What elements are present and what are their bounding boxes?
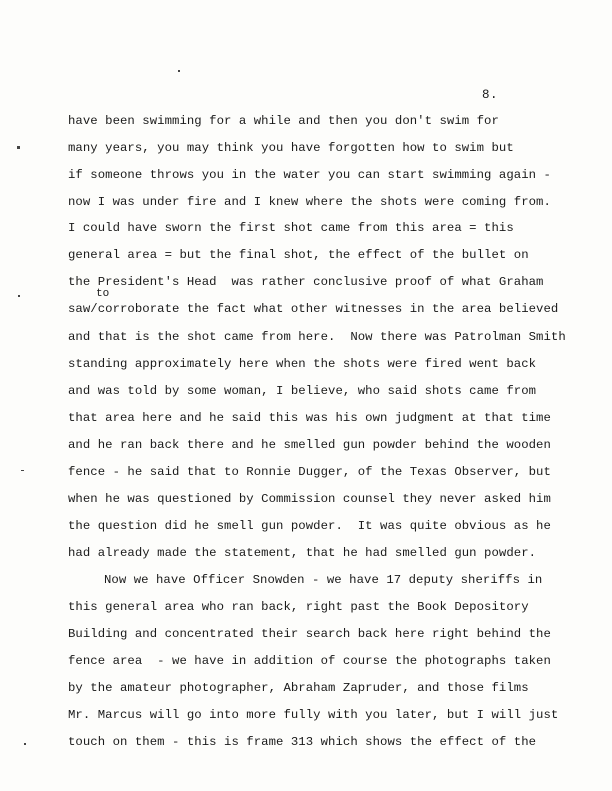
text-line: and that is the shot came from here. Now there was Patrolman Smith <box>68 330 566 344</box>
margin-mark <box>21 470 24 471</box>
text-line: had already made the statement, that he had smelled gun powder. <box>68 546 537 560</box>
text-line: Building and concentrated their search back here right behind the <box>68 627 551 641</box>
text-line: the President's Head was rather conclusive proof of what Graham <box>68 275 544 289</box>
text-line: general area = but the final shot, the effect of the bullet on <box>68 248 529 262</box>
text-line: I could have sworn the first shot came from this area = this <box>68 221 514 235</box>
page-number: 8. <box>482 88 499 102</box>
text-line: the question did he smell gun powder. It was quite obvious as he <box>68 519 551 533</box>
margin-mark <box>17 146 20 149</box>
text-line: now I was under fire and I knew where the shots were coming from. <box>68 195 551 209</box>
text-line: fence - he said that to Ronnie Dugger, of the Texas Observer, but <box>68 465 551 479</box>
text-line: have been swimming for a while and then you don't swim for <box>68 114 499 128</box>
margin-mark <box>24 743 26 745</box>
margin-mark <box>178 70 180 72</box>
text-line: Mr. Marcus will go into more fully with you later, but I will just <box>68 708 559 722</box>
interlinear-insert: to <box>96 288 110 300</box>
text-line: and was told by some woman, I believe, who said shots came from <box>68 384 537 398</box>
margin-mark <box>18 295 20 297</box>
text-line: that area here and he said this was his own judgment at that time <box>68 411 551 425</box>
text-line: many years, you may think you have forgotten how to swim but <box>68 141 514 155</box>
text-line: if someone throws you in the water you can start swimming again - <box>68 168 551 182</box>
text-line: this general area who ran back, right past the Book Depository <box>68 600 529 614</box>
text-line: touch on them - this is frame 313 which shows the effect of the <box>68 735 537 749</box>
text-line: by the amateur photographer, Abraham Zapruder, and those films <box>68 681 529 695</box>
text-line: when he was questioned by Commission counsel they never asked him <box>68 492 551 506</box>
text-line: standing approximately here when the shots were fired went back <box>68 357 537 371</box>
text-line: saw/corroborate the fact what other witnesses in the area believed <box>68 302 559 316</box>
text-line: and he ran back there and he smelled gun powder behind the wooden <box>68 438 551 452</box>
text-line: fence area - we have in addition of course the photographs taken <box>68 654 551 668</box>
paragraph-start-line: Now we have Officer Snowden - we have 17 deputy sheriffs in <box>104 573 543 587</box>
